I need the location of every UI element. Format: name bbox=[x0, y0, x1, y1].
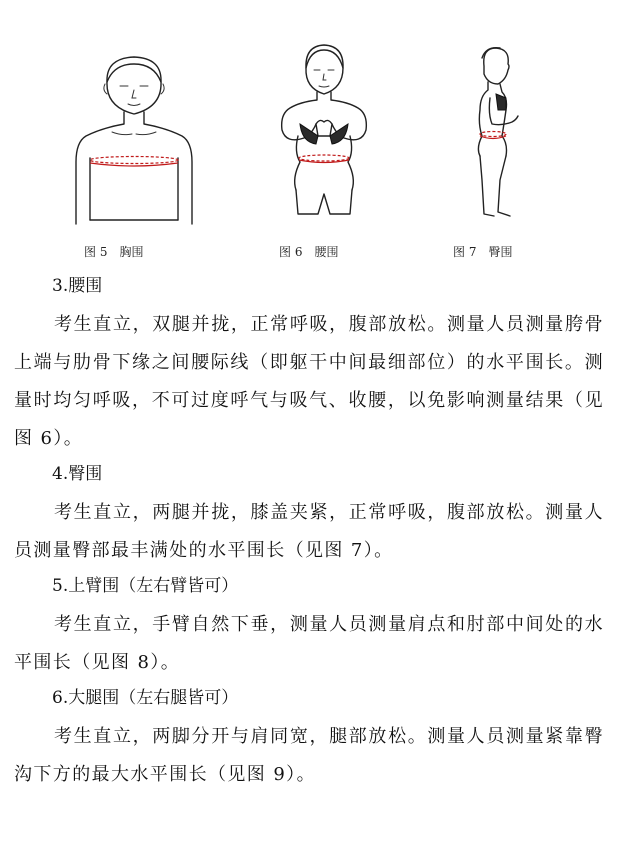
chest-measurement-illustration bbox=[62, 52, 212, 230]
hip-measurement-illustration bbox=[466, 44, 536, 224]
waist-measurement-illustration bbox=[272, 40, 376, 222]
section-heading-waist: 3.腰围 bbox=[52, 276, 103, 296]
figure-6-caption: 图 6 腰围 bbox=[279, 245, 339, 259]
figure-5-caption: 图 5 胸围 bbox=[84, 245, 144, 259]
section-paragraph-hip: 考生直立，两腿并拢，膝盖夹紧，正常呼吸，腹部放松。测量人员测量臀部最丰满处的水平围长（见图 7）。 bbox=[14, 502, 604, 561]
section-paragraph-waist: 考生直立，双腿并拢，正常呼吸，腹部放松。测量人员测量胯骨上端与肋骨下缘之间腰际线（即躯干中间最细部位）的水平围长。测量时均匀呼吸，不可过度呼气与吸气、收腰，以免影响测量结果（见图 6）。 bbox=[14, 314, 604, 449]
section-heading-upper-arm: 5.上臂围（左右臂皆可） bbox=[52, 576, 239, 596]
section-heading-hip: 4.臀围 bbox=[52, 464, 103, 484]
figures-row bbox=[0, 0, 631, 268]
section-paragraph-upper-arm: 考生直立，手臂自然下垂，测量人员测量肩点和肘部中间处的水平围长（见图 8）。 bbox=[14, 614, 604, 673]
figure-7-caption: 图 7 臀围 bbox=[453, 245, 513, 259]
section-heading-thigh: 6.大腿围（左右腿皆可） bbox=[52, 688, 239, 708]
section-paragraph-thigh: 考生直立，两脚分开与肩同宽，腿部放松。测量人员测量紧靠臀沟下方的最大水平围长（见图 9）。 bbox=[14, 726, 604, 785]
